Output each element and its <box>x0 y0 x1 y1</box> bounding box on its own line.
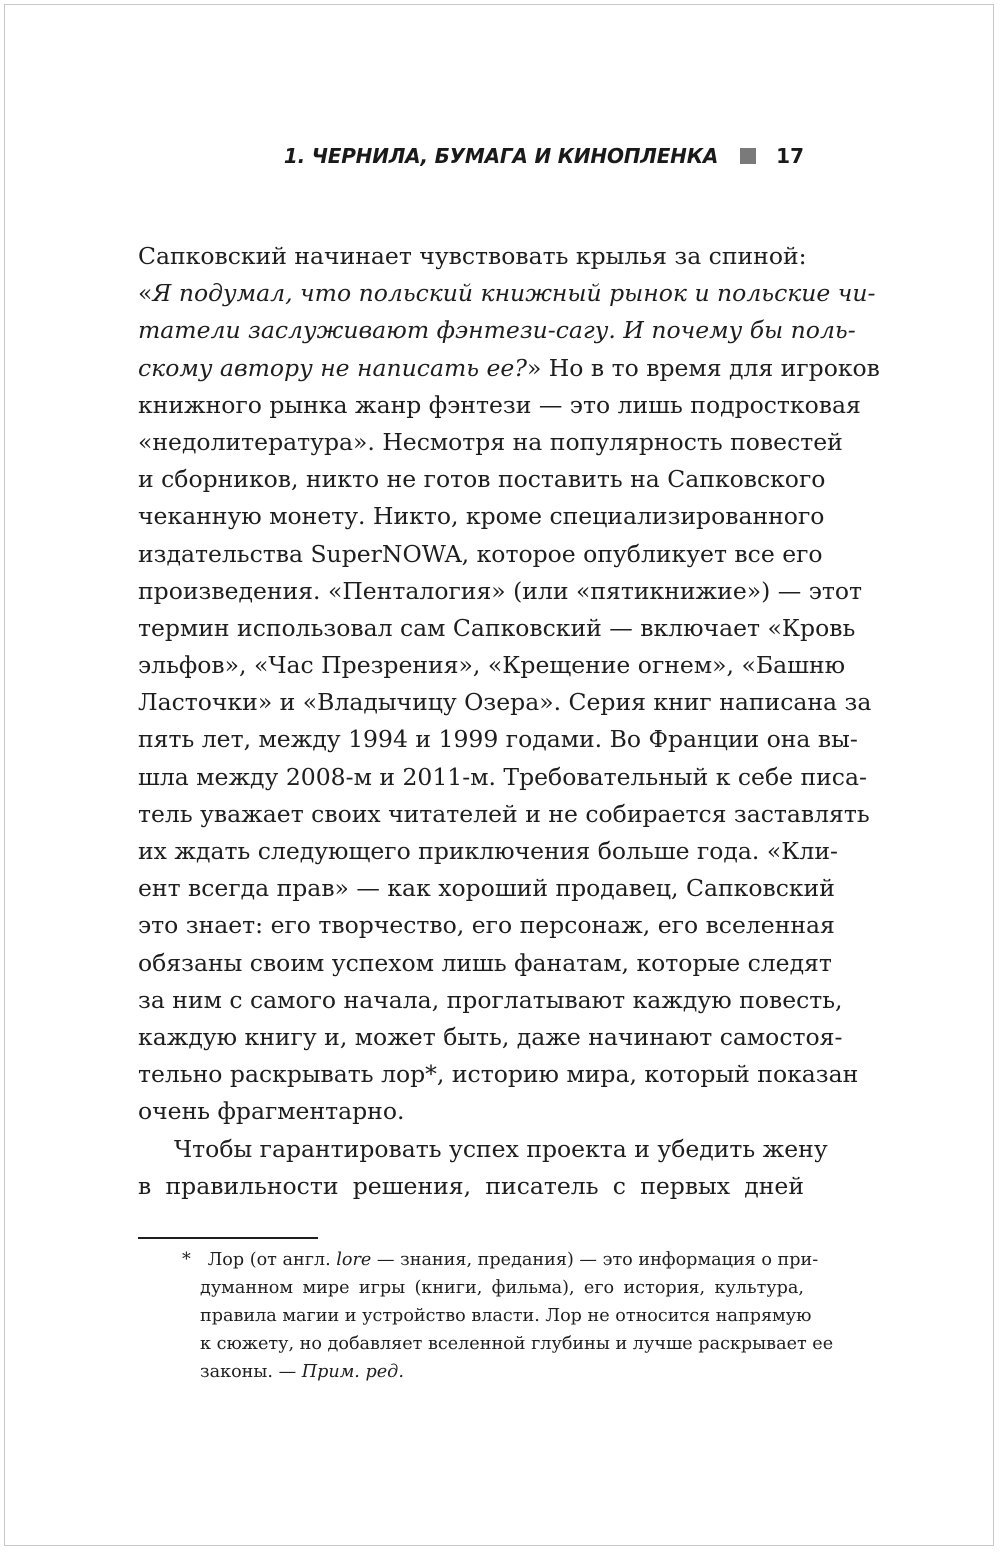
footnote-attribution: Прим. ред. <box>301 1362 404 1382</box>
text-line: издательства SuperNOWA, которое опубликует все его <box>138 539 823 568</box>
quote-text: Я подумал, что польский книжный рынок и польские чи- <box>152 279 876 308</box>
footnote-text: законы. — <box>200 1362 302 1382</box>
footnote-line: к сюжету, но добавляет вселенной глубины и лучше раскрывает ее <box>200 1334 834 1354</box>
footnote-line <box>138 1246 819 1274</box>
footnote-term: lore <box>336 1250 372 1270</box>
text-line: Сапковский начинает чувствовать крылья за спиной: <box>138 242 807 270</box>
running-header <box>284 144 804 168</box>
text-line: шла между 2008-м и 2011-м. Требовательный к себе писа- <box>138 762 867 791</box>
footnote-line: правила магии и устройство власти. Лор не относится напрямую <box>200 1306 812 1326</box>
text-line: очень фрагментарно. <box>138 1097 405 1126</box>
chapter-title: 1. ЧЕРНИЛА, БУМАГА И КИНОПЛЕНКА <box>283 144 719 168</box>
text-line: чеканную монету. Никто, кроме специализированного <box>138 502 825 531</box>
text-line: это знает: его творчество, его персонаж, его вселенная <box>138 911 835 940</box>
text-line: термин использовал сам Сапковский — включает «Кровь <box>138 613 856 642</box>
text-line: их ждать следующего приключения больше года. «Кли- <box>138 837 838 865</box>
footnote-text: — знания, предания) — это информация о при- <box>371 1250 819 1270</box>
text-line: ент всегда прав» — как хороший продавец, Сапковский <box>138 874 835 903</box>
text-line: обязаны своим успехом лишь фанатам, которые следят <box>138 948 832 977</box>
text-line: и сборников, никто не готов поставить на Сапковского <box>138 465 826 494</box>
text-line: пять лет, между 1994 и 1999 годами. Во Франции она вы- <box>138 725 858 754</box>
footnote-line <box>138 1358 804 1386</box>
footnote-line: думанном мире игры (книги, фильма), его история, культура, <box>200 1278 804 1298</box>
text-line: тельно раскрывать лор*, историю мира, который показан <box>138 1060 859 1089</box>
text-line: тель уважает своих читателей и не собирается заставлять <box>138 799 870 828</box>
square-bullet-icon <box>740 148 756 164</box>
quote-open: « <box>138 279 153 308</box>
quote-close: » Но в то время для игроков <box>526 353 880 382</box>
text-line: татели заслуживают фэнтези-сагу. И почему бы поль- <box>138 316 856 345</box>
text-line: Чтобы гарантировать успех проекта и убедить жену <box>174 1134 828 1163</box>
quote-text: скому автору не написать ее? <box>138 353 527 382</box>
text-line <box>138 350 880 387</box>
text-line <box>138 275 876 312</box>
page-number: 17 <box>776 144 804 168</box>
text-line: каждую книгу и, может быть, даже начинают самостоя- <box>138 1022 843 1051</box>
footnote-divider <box>138 1237 318 1239</box>
main-text <box>138 238 880 1205</box>
footnote-marker: * <box>182 1250 191 1270</box>
text-line: произведения. «Пенталогия» (или «пятикнижие») — этот <box>138 576 863 605</box>
footnote-text: Лор (от англ. <box>207 1250 337 1270</box>
text-line: Ласточки» и «Владычицу Озера». Серия книг написана за <box>138 688 872 717</box>
footnote <box>138 1246 834 1386</box>
text-line: за ним с самого начала, проглатывают каждую повесть, <box>138 985 843 1014</box>
text-line: в правильности решения, писатель с первых дней <box>138 1171 804 1200</box>
text-line: эльфов», «Час Презрения», «Крещение огнем», «Башню <box>138 651 846 680</box>
text-line: книжного рынка жанр фэнтези — это лишь подростковая <box>138 390 861 419</box>
text-line: «недолитература». Несмотря на популярность повестей <box>138 427 843 456</box>
